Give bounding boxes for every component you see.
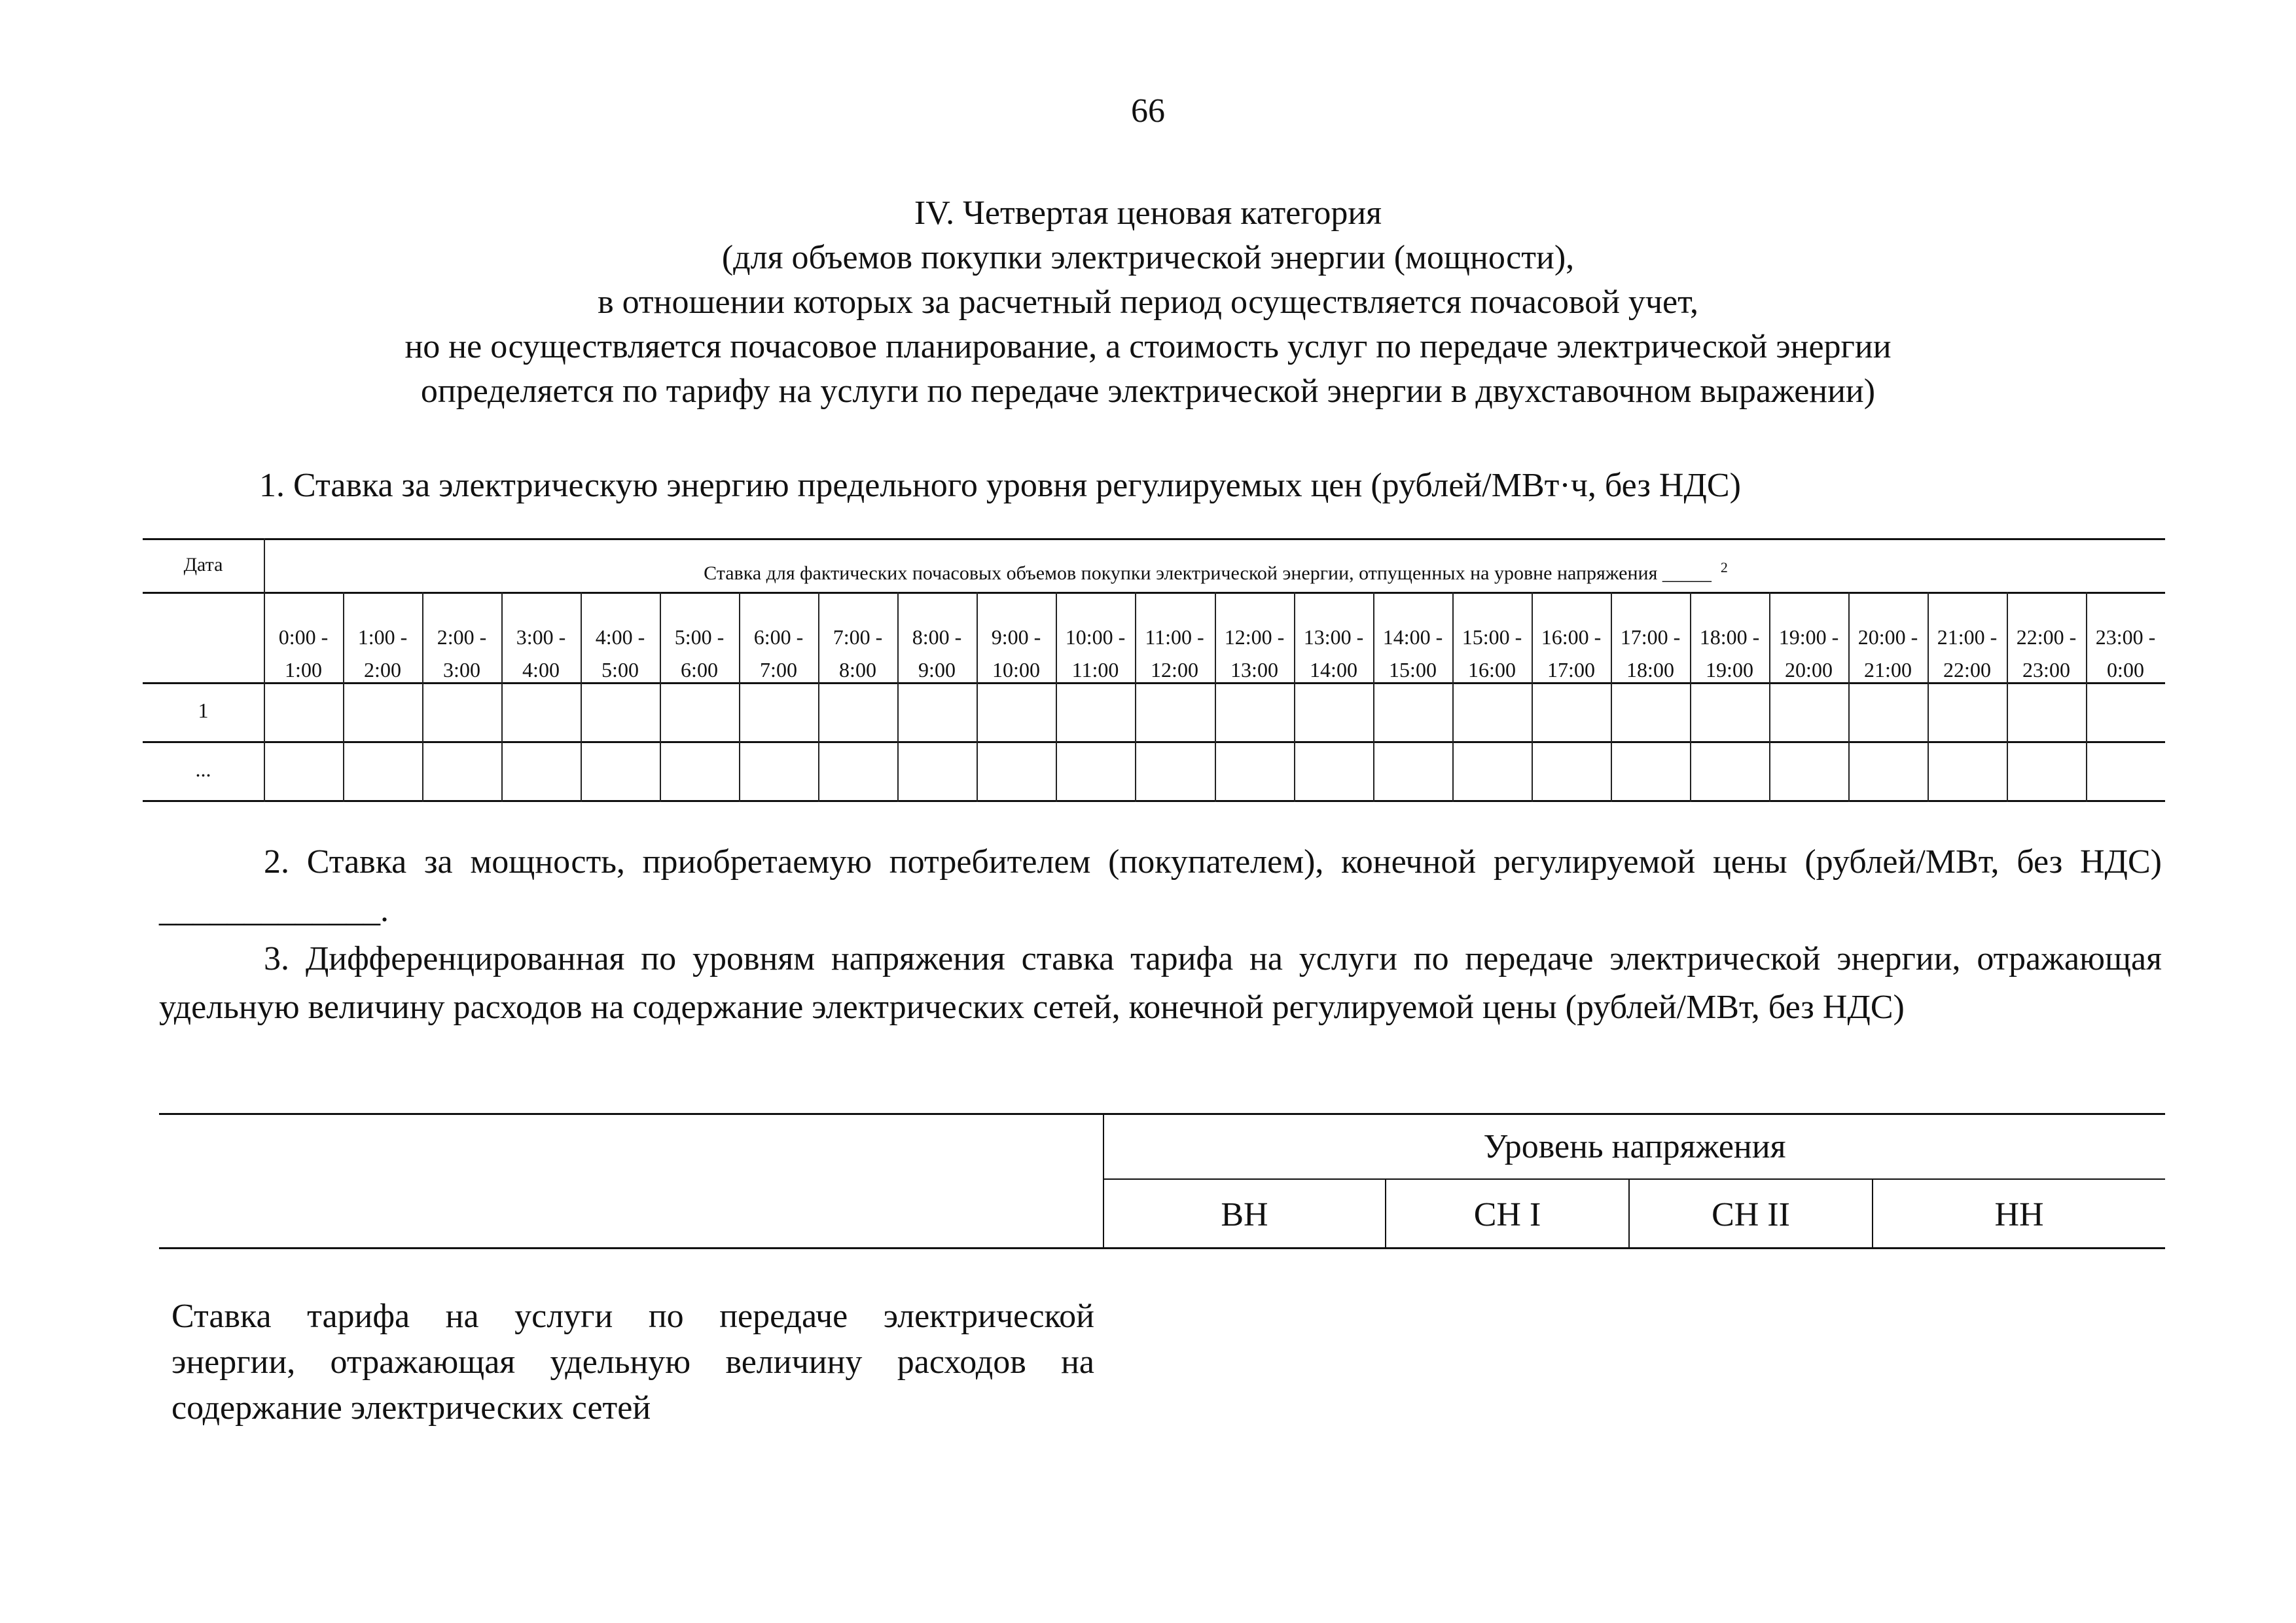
- hour-col-10-end: 11:00: [1071, 658, 1119, 682]
- t2-level-nn: НН: [1994, 1196, 2044, 1233]
- hour-col-9-start: 9:00 -: [991, 625, 1041, 649]
- hour-col-21-start: 21:00 -: [1937, 625, 1998, 649]
- t2-level-sn1: СН I: [1473, 1196, 1541, 1233]
- hour-col-5-start: 5:00 -: [674, 625, 725, 649]
- t2-level-vn: ВН: [1221, 1196, 1268, 1233]
- hour-col-0-start: 0:00 -: [278, 625, 329, 649]
- t1-hrule-3: [143, 741, 2165, 743]
- section-2-blank: _____________: [159, 892, 380, 929]
- tariff-row-label-line-1: Ставка тарифа на услуги по передаче электрической: [171, 1298, 1094, 1335]
- section-2-paragraph: [159, 838, 2162, 935]
- section-1-title: 1. Ставка за электрическую энергию предельного уровня регулируемых цен (рублей/МВт·ч, без НДС): [259, 467, 1741, 504]
- t1-date-header: Дата: [183, 554, 223, 575]
- page-number: 66: [1131, 92, 1165, 130]
- hour-col-7-end: 8:00: [839, 658, 876, 682]
- t1-row-label-1: ...: [195, 757, 211, 781]
- hour-col-23-start: 23:00 -: [2095, 625, 2156, 649]
- t2-top-rule: [159, 1113, 2165, 1115]
- hour-col-11-start: 11:00 -: [1145, 625, 1204, 649]
- hour-col-17-end: 18:00: [1626, 658, 1674, 682]
- tariff-row-label-line-2: энергии, отражающая удельную величину расходов на: [171, 1343, 1094, 1381]
- hour-col-22-start: 22:00 -: [2016, 625, 2077, 649]
- t1-hrule-0: [143, 538, 2165, 540]
- hourly-rate-table: [143, 538, 2165, 805]
- section-heading: [0, 191, 2296, 414]
- hour-col-4-start: 4:00 -: [595, 625, 645, 649]
- tariff-row-label: [171, 1294, 1094, 1431]
- hour-col-19-end: 20:00: [1785, 658, 1833, 682]
- hour-col-6-end: 7:00: [760, 658, 797, 682]
- hour-col-12-start: 12:00 -: [1224, 625, 1285, 649]
- hour-col-7-start: 7:00 -: [833, 625, 883, 649]
- hour-col-21-end: 22:00: [1943, 658, 1991, 682]
- t1-main-header: [266, 553, 2165, 589]
- hour-col-1-start: 1:00 -: [357, 625, 408, 649]
- hour-col-17-start: 17:00 -: [1620, 625, 1681, 649]
- hour-col-9-end: 10:00: [992, 658, 1040, 682]
- t2-level-sn2: СН II: [1712, 1196, 1790, 1233]
- hour-col-3-start: 3:00 -: [516, 625, 566, 649]
- hour-col-5-end: 6:00: [681, 658, 718, 682]
- heading-line-5: определяется по тарифу на услуги по передаче электрической энергии в двухставочном выражении): [420, 373, 1876, 410]
- hour-col-22-end: 23:00: [2022, 658, 2070, 682]
- hour-col-20-start: 20:00 -: [1857, 625, 1918, 649]
- hour-col-8-end: 9:00: [918, 658, 956, 682]
- hour-col-15-start: 15:00 -: [1462, 625, 1522, 649]
- hour-col-16-end: 17:00: [1547, 658, 1595, 682]
- t2-mid-rule: [1103, 1178, 2165, 1180]
- hour-col-15-end: 16:00: [1468, 658, 1516, 682]
- hour-col-19-start: 19:00 -: [1778, 625, 1839, 649]
- hour-col-6-start: 6:00 -: [753, 625, 804, 649]
- hour-col-18-end: 19:00: [1706, 658, 1753, 682]
- hour-col-18-start: 18:00 -: [1699, 625, 1760, 649]
- hour-col-3-end: 4:00: [522, 658, 560, 682]
- hour-col-1-end: 2:00: [364, 658, 401, 682]
- hour-col-13-start: 13:00 -: [1303, 625, 1364, 649]
- hour-col-13-end: 14:00: [1310, 658, 1357, 682]
- hour-col-16-start: 16:00 -: [1541, 625, 1602, 649]
- t1-main-header-text: Ставка для фактических почасовых объемов покупки электрической энергии, отпущенных на уровне напряжения: [704, 562, 1658, 584]
- hour-col-20-end: 21:00: [1864, 658, 1912, 682]
- section-3-paragraph: [159, 935, 2162, 1032]
- t1-voltage-blank: _____: [1662, 562, 1712, 584]
- voltage-level-table: [159, 1113, 2165, 1250]
- hour-col-2-end: 3:00: [443, 658, 480, 682]
- hour-col-10-start: 10:00 -: [1065, 625, 1126, 649]
- t1-row-label-0: 1: [198, 699, 209, 722]
- heading-line-1: IV. Четвертая ценовая категория: [914, 194, 1382, 232]
- hour-col-14-end: 15:00: [1389, 658, 1437, 682]
- hour-col-8-start: 8:00 -: [912, 625, 962, 649]
- section-3-text: 3. Дифференцированная по уровням напряжения ставка тарифа на услуги по передаче электрической энергии, отражающая удельную величину расходов на содержание электрических сетей, конечной регулируемой цены (рублей/МВт, без НДС): [159, 940, 2162, 1026]
- hour-col-2-start: 2:00 -: [437, 625, 487, 649]
- hour-col-12-end: 13:00: [1230, 658, 1278, 682]
- heading-line-2: (для объемов покупки электрической энергии (мощности),: [721, 239, 1575, 276]
- tariff-row-label-line-3: содержание электрических сетей: [171, 1389, 651, 1427]
- t1-footnote-mark: 2: [1720, 559, 1728, 575]
- t1-hrule-1: [143, 592, 2165, 594]
- hour-col-11-end: 12:00: [1151, 658, 1198, 682]
- hour-col-14-start: 14:00 -: [1382, 625, 1443, 649]
- t2-group-header: Уровень напряжения: [1483, 1128, 1786, 1165]
- hour-col-23-end: 0:00: [2107, 658, 2144, 682]
- t1-hrule-4: [143, 800, 2165, 802]
- section-2-end: .: [380, 892, 389, 929]
- heading-line-3: в отношении которых за расчетный период осуществляется почасовой учет,: [598, 283, 1698, 321]
- t2-bottom-rule: [159, 1247, 2165, 1249]
- section-2-text: 2. Ставка за мощность, приобретаемую потребителем (покупателем), конечной регулируемой цены (рублей/МВт, без НДС): [264, 843, 2162, 881]
- hour-col-4-end: 5:00: [601, 658, 639, 682]
- hour-col-0-end: 1:00: [285, 658, 322, 682]
- heading-line-4: но не осуществляется почасовое планирование, а стоимость услуг по передаче электрической энергии: [404, 328, 1892, 365]
